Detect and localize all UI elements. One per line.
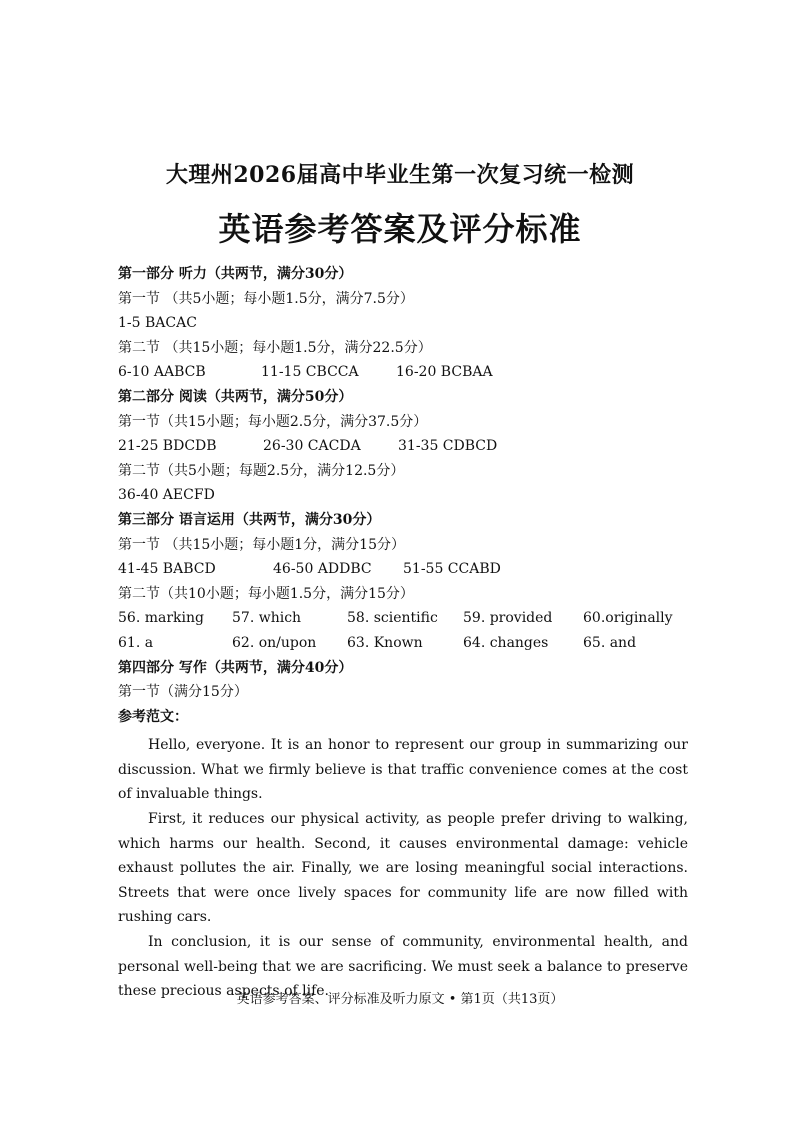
part2-sec2-title: 第二节（共5小题；每题2.5分，满分12.5分） [118, 462, 405, 479]
answer-group: 6-10 AABCB [118, 364, 206, 381]
part3-sec2-title: 第二节（共10小题；每小题1.5分，满分15分） [118, 585, 414, 602]
essay-paragraph: In conclusion, it is our sense of community, environmental health, and personal well-being that we are sacrificing. We must seek a balance to preserve these precious aspects of life. [118, 934, 688, 1000]
part2-heading: 第二部分 阅读（共两节，满分50分） [118, 388, 353, 405]
fill-answer: 64. changes [463, 634, 549, 651]
part1-heading: 第一部分 听力（共两节，满分30分） [118, 266, 353, 282]
part1-sec1-answers: 1-5 BACAC [118, 315, 197, 332]
essay-paragraph: Hello, everyone. It is an honor to represent our group in summarizing our discussion. What we firmly believe is that traffic convenience comes at the cost of invaluable things. [118, 737, 688, 803]
fill-answer: 65. and [583, 634, 637, 651]
fill-answer: 62. on/upon [232, 634, 317, 651]
answer-group: 41-45 BABCD [118, 561, 216, 578]
part2-sec1-title: 第一节（共15小题；每小题2.5分，满分37.5分） [118, 413, 428, 430]
part1-sec1-title: 第一节 （共5小题；每小题1.5分，满分7.5分） [118, 290, 414, 307]
essay-paragraph: First, it reduces our physical activity, as people prefer driving to walking, which harms our health. Second, it causes environmental damage: vehicle exhaust pollutes the air. Finally, we are losing meaningful social interactions. Streets that were once lively spaces for community life are now filled with rushing cars. [118, 811, 688, 926]
part2-sec2-answers: 36-40 AECFD [118, 487, 215, 504]
fill-answer: 57. which [232, 610, 302, 627]
exam-title: 大理州2026届高中毕业生第一次复习统一检测 [165, 162, 635, 188]
answer-group: 46-50 ADDBC [273, 561, 372, 578]
answer-group: 11-15 CBCCA [261, 364, 359, 381]
fill-answer: 59. provided [463, 610, 553, 627]
answer-group: 16-20 BCBAA [396, 364, 493, 381]
fill-answer: 63. Known [347, 634, 423, 651]
answer-group: 21-25 BDCDB [118, 438, 217, 455]
answer-group: 31-35 CDBCD [398, 438, 498, 455]
sample-essay-label: 参考范文： [118, 708, 188, 725]
fill-answer: 56. marking [118, 610, 204, 627]
page-footer: 英语参考答案、评分标准及听力原文 • 第1页（共13页） [236, 992, 564, 1007]
document-title: 英语参考答案及评分标准 [218, 210, 582, 248]
part3-sec2-row2 [118, 631, 688, 656]
part4-heading: 第四部分 写作（共两节，满分40分） [118, 659, 353, 676]
part3-sec2-row1 [118, 606, 688, 631]
answer-content [118, 262, 688, 1004]
part1-sec2-answers [118, 360, 688, 385]
part2-sec1-answers [118, 434, 688, 459]
fill-answer: 58. scientific [347, 610, 438, 627]
part4-sec1-title: 第一节（满分15分） [118, 684, 248, 701]
sample-essay [118, 733, 688, 1004]
part3-sec1-title: 第一节 （共15小题；每小题1分，满分15分） [118, 536, 405, 553]
answer-group: 26-30 CACDA [263, 438, 361, 455]
part1-sec2-title: 第二节 （共15小题；每小题1.5分，满分22.5分） [118, 339, 432, 356]
fill-answer: 61. a [118, 634, 154, 651]
part3-sec1-answers [118, 557, 688, 582]
part3-heading: 第三部分 语言运用（共两节，满分30分） [118, 511, 381, 528]
answer-group: 51-55 CCABD [403, 561, 501, 578]
fill-answer: 60.originally [583, 610, 673, 627]
